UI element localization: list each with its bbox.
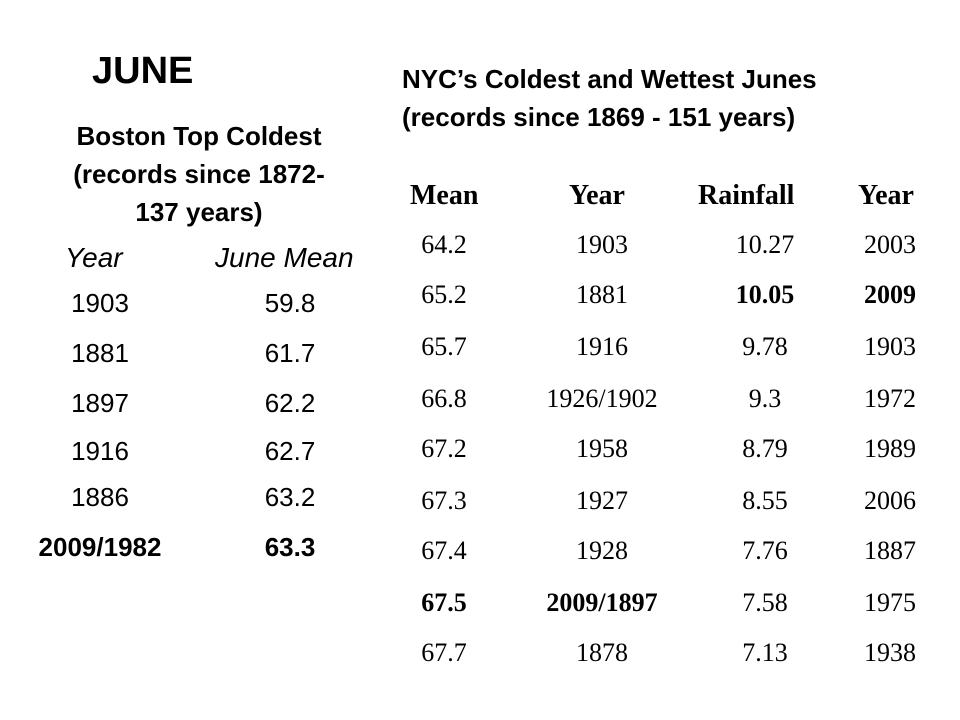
- nyc-year-cell: 1903: [576, 230, 628, 259]
- boston-heading-line2: (records since 1872-: [73, 159, 325, 189]
- nyc-column-header-year-rainfall: Year: [858, 180, 914, 211]
- nyc-year-cell: 1878: [576, 638, 628, 667]
- nyc-rainfall-cell: 8.79: [742, 434, 788, 463]
- nyc-year-cell: 1958: [576, 434, 628, 463]
- nyc-year-cell: 1916: [576, 332, 628, 361]
- nyc-rain-year-cell: 1938: [864, 638, 916, 667]
- table-row: [0, 436, 380, 476]
- table-row: [380, 332, 960, 372]
- boston-year-cell: 2009/1982: [38, 532, 162, 562]
- nyc-rainfall-cell: 10.27: [735, 230, 795, 259]
- nyc-rainfall-cell: 9.3: [748, 384, 782, 413]
- nyc-year-cell: 1926/1902: [546, 384, 658, 413]
- nyc-column-header-mean: Mean: [410, 180, 479, 211]
- boston-mean-cell: 59.8: [264, 288, 316, 318]
- table-row: [0, 388, 380, 428]
- table-row: [380, 486, 960, 526]
- boston-year-cell: 1881: [71, 338, 129, 368]
- nyc-rain-year-cell: 2003: [864, 230, 916, 259]
- boston-mean-cell: 63.2: [264, 482, 316, 512]
- nyc-mean-cell: 65.7: [421, 332, 467, 361]
- nyc-rain-year-cell: 2006: [864, 486, 916, 515]
- nyc-mean-cell: 64.2: [421, 230, 467, 259]
- nyc-rainfall-cell: 8.55: [742, 486, 788, 515]
- boston-heading: [18, 117, 380, 231]
- nyc-mean-cell: 67.3: [421, 486, 467, 515]
- nyc-rainfall-cell: 7.58: [742, 588, 788, 617]
- table-row: [380, 384, 960, 424]
- nyc-heading-line1: NYC’s Coldest and Wettest Junes: [402, 64, 817, 94]
- nyc-rain-year-cell: 2009: [864, 280, 916, 309]
- nyc-rain-year-cell: 1887: [864, 536, 916, 565]
- nyc-rain-year-cell: 1903: [864, 332, 916, 361]
- boston-year-cell: 1903: [71, 288, 129, 318]
- nyc-rain-year-cell: 1972: [864, 384, 916, 413]
- boston-mean-cell: 61.7: [264, 338, 316, 368]
- boston-heading-line3: 137 years): [135, 197, 263, 227]
- boston-year-cell: 1916: [71, 436, 129, 466]
- boston-column-header-june-mean: June Mean: [215, 242, 354, 273]
- table-row: [0, 338, 380, 378]
- nyc-mean-cell: 67.5: [421, 588, 467, 617]
- table-row: [0, 482, 380, 522]
- table-row: [0, 532, 380, 572]
- nyc-rainfall-cell: 9.78: [742, 332, 788, 361]
- nyc-mean-cell: 67.4: [421, 536, 467, 565]
- nyc-rain-year-cell: 1975: [864, 588, 916, 617]
- nyc-column-header-rainfall: Rainfall: [698, 180, 795, 211]
- nyc-year-cell: 1927: [576, 486, 628, 515]
- boston-heading-line1: Boston Top Coldest: [76, 121, 322, 151]
- table-row: [380, 588, 960, 628]
- nyc-heading-line2: (records since 1869 - 151 years): [402, 102, 796, 132]
- boston-mean-cell: 62.7: [264, 436, 316, 466]
- boston-year-cell: 1897: [71, 388, 129, 418]
- nyc-heading: [402, 60, 942, 136]
- boston-mean-cell: 63.3: [264, 532, 316, 562]
- nyc-column-header-year: Year: [569, 180, 625, 211]
- nyc-mean-cell: 66.8: [421, 384, 467, 413]
- boston-mean-cell: 62.2: [264, 388, 316, 418]
- table-row: [380, 280, 960, 320]
- nyc-rainfall-cell: 7.76: [742, 536, 788, 565]
- nyc-mean-cell: 67.2: [421, 434, 467, 463]
- june-title: JUNE: [92, 50, 194, 92]
- nyc-rainfall-cell: 7.13: [742, 638, 788, 667]
- table-row: [380, 230, 960, 270]
- nyc-rain-year-cell: 1989: [864, 434, 916, 463]
- nyc-year-cell: 1928: [576, 536, 628, 565]
- nyc-rainfall-cell: 10.05: [735, 280, 795, 309]
- table-row: [380, 434, 960, 474]
- nyc-mean-cell: 65.2: [421, 280, 467, 309]
- table-row: [0, 288, 380, 328]
- table-row: [380, 536, 960, 576]
- boston-column-header-year: Year: [65, 242, 123, 273]
- table-row: [380, 638, 960, 678]
- nyc-mean-cell: 67.7: [421, 638, 467, 667]
- nyc-year-cell: 2009/1897: [546, 588, 658, 617]
- nyc-year-cell: 1881: [576, 280, 628, 309]
- boston-year-cell: 1886: [71, 482, 129, 512]
